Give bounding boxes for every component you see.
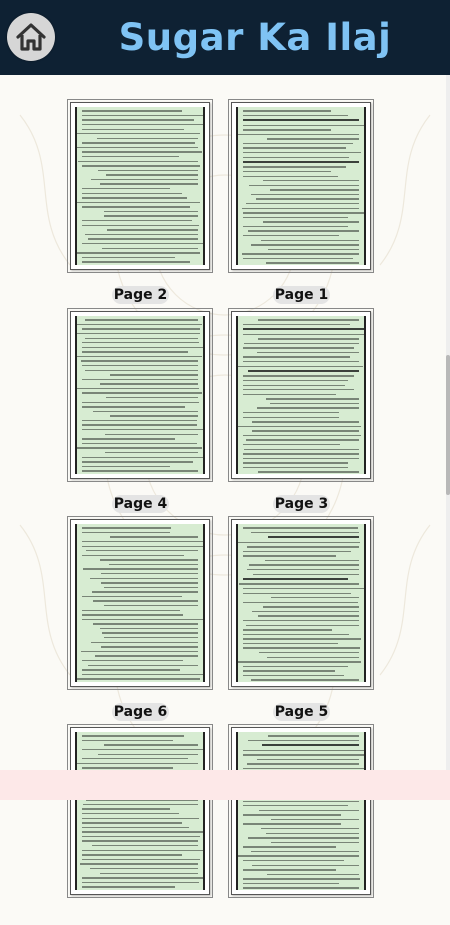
page-text-line	[247, 763, 359, 764]
page-text-line	[82, 758, 188, 759]
page-text-line	[85, 370, 198, 371]
page-card-1[interactable]	[231, 102, 371, 303]
page-text-line	[270, 403, 359, 404]
page-text-line	[82, 110, 182, 111]
page-text-line	[92, 591, 198, 592]
page-label[interactable]: Page 6	[113, 704, 168, 720]
page-label[interactable]: Page 3	[274, 496, 329, 512]
page-text-line	[81, 651, 198, 652]
page-text-line	[242, 208, 359, 209]
page-text-line	[82, 546, 205, 547]
page-text-line	[243, 883, 339, 884]
page-text-line	[252, 611, 359, 612]
page-text-line	[82, 197, 187, 198]
page-text-line	[243, 157, 349, 158]
page-text-line	[259, 652, 359, 653]
page-card-8[interactable]	[70, 727, 210, 925]
page-text-line	[98, 754, 198, 755]
page-text-line	[243, 814, 341, 815]
page-text-line	[258, 471, 359, 472]
page-text-line	[258, 338, 359, 339]
page-text-line	[82, 596, 182, 597]
page-text-line	[262, 744, 359, 746]
page-text-line	[100, 628, 198, 629]
page-text-line	[82, 220, 192, 221]
page-text-line	[82, 840, 198, 841]
page-text-line	[265, 560, 360, 561]
page-card-7[interactable]	[231, 727, 371, 925]
page-text-line	[246, 439, 359, 440]
page-text-line	[100, 383, 198, 384]
page-text-line	[238, 366, 363, 367]
page-text-line	[243, 129, 331, 130]
page-text-line	[92, 845, 198, 846]
page-text-line	[243, 638, 361, 639]
page-text-line	[82, 402, 199, 403]
page-text-line	[82, 347, 203, 348]
page-text-line	[251, 244, 359, 245]
page-text-line	[100, 183, 198, 184]
page-text-line	[82, 188, 170, 189]
page-text-line	[238, 426, 361, 427]
page-text-line	[82, 429, 203, 430]
page-text-line	[82, 193, 182, 194]
page-text-line	[243, 588, 364, 589]
page-text-line	[80, 863, 198, 864]
page-text-line	[243, 555, 336, 556]
page-text-line	[86, 550, 198, 551]
page-text-line	[82, 610, 180, 611]
page-text-line	[82, 882, 199, 883]
page-text-line	[257, 352, 359, 353]
page-text-line	[82, 420, 197, 421]
page-text-line	[263, 221, 359, 222]
page-text-line	[238, 855, 359, 856]
page-grid	[0, 75, 450, 770]
page-text-line	[82, 457, 204, 458]
page-text-line	[243, 634, 349, 635]
page-text-line	[82, 740, 173, 741]
page-text-line	[82, 735, 184, 736]
page-text-line	[261, 828, 359, 829]
home-button[interactable]	[7, 13, 55, 61]
page-text-line	[252, 421, 359, 422]
page-text-line	[83, 804, 198, 805]
page-text-line	[243, 119, 359, 121]
page-text-line	[82, 156, 179, 157]
page-text-line	[82, 225, 199, 226]
page-text-line	[243, 226, 348, 227]
page-text-line	[243, 578, 348, 580]
page-text-line	[82, 406, 185, 407]
page-text-line	[88, 665, 198, 666]
page-text-line	[246, 625, 359, 626]
page-text-line	[82, 859, 200, 860]
page-text-line	[95, 655, 198, 656]
page-text-line	[104, 215, 199, 216]
page-text-line	[243, 887, 359, 888]
page-text-line	[98, 170, 198, 171]
page-text-line	[243, 324, 350, 325]
page-text-line	[247, 569, 359, 570]
page-text-line	[82, 243, 205, 244]
page-text-line	[243, 435, 361, 436]
page-text-line	[82, 660, 183, 661]
page-text-line	[82, 424, 197, 425]
page-text-line	[82, 850, 203, 851]
page-text-line	[243, 750, 365, 751]
page-text-line	[243, 235, 339, 236]
page-text-line	[82, 328, 200, 329]
page-text-line	[243, 846, 336, 847]
page-text-line	[243, 375, 354, 376]
page-text-line	[82, 443, 197, 444]
page-text-line	[238, 542, 360, 543]
scrollbar[interactable]	[446, 75, 450, 770]
page-text-line	[243, 629, 332, 630]
page-text-line	[110, 536, 198, 537]
page-text-line	[243, 602, 358, 603]
page-text-line	[106, 174, 198, 175]
page-text-line	[82, 124, 205, 125]
page-text-line	[243, 805, 348, 806]
page-text-line	[83, 568, 198, 569]
page-text-line	[82, 532, 170, 533]
page-text-line	[77, 133, 200, 134]
page-text-line	[107, 229, 198, 230]
page-text-line	[77, 202, 200, 203]
page-text-line	[243, 212, 366, 213]
page-text-line	[82, 438, 175, 439]
page-text-line	[97, 138, 198, 139]
page-text-line	[82, 813, 179, 814]
page-text-line	[244, 343, 359, 344]
page-text-line	[268, 249, 359, 250]
page-text-line	[85, 234, 198, 235]
page-text-line	[85, 319, 198, 320]
page-text-line	[82, 261, 190, 262]
page-text-line	[270, 189, 359, 190]
page-text-line	[249, 185, 359, 186]
page-text-line	[249, 564, 359, 565]
page-text-line	[82, 461, 193, 462]
page-text-line	[243, 143, 353, 144]
page-text-line	[251, 851, 359, 852]
page-text-line	[81, 360, 198, 361]
page-text-line	[82, 342, 199, 343]
page-text-line	[93, 623, 198, 624]
page-text-line	[267, 657, 359, 658]
page-text-line	[82, 151, 202, 152]
page-text-line	[256, 198, 359, 199]
page-text-line	[243, 115, 348, 116]
page-text-line	[77, 356, 202, 357]
page-text-line	[243, 551, 351, 552]
page-text-line	[251, 194, 359, 195]
page-text-line	[82, 854, 182, 855]
page-text-line	[243, 394, 336, 395]
page-text-line	[271, 819, 359, 820]
page-text-line	[243, 217, 348, 218]
page-text-line	[82, 466, 170, 467]
page-text-line	[102, 248, 198, 249]
page-text-line	[258, 319, 359, 320]
bottom-banner	[0, 770, 450, 800]
page-text-line	[85, 338, 198, 339]
page-text-line	[109, 564, 198, 565]
page-text-line	[271, 842, 359, 843]
page-text-line	[266, 262, 359, 263]
page-text-line	[91, 179, 198, 180]
page-thumbnail[interactable]	[70, 102, 210, 270]
page-text-line	[105, 452, 198, 453]
page-text-line	[77, 333, 200, 334]
app-title: Sugar Ka Ilaj	[118, 16, 392, 59]
page-card-4[interactable]	[70, 311, 210, 512]
page-thumbnail[interactable]	[70, 311, 210, 479]
page-text-line	[90, 868, 198, 869]
page-text-line	[91, 642, 198, 643]
page-thumbnail[interactable]	[70, 519, 210, 687]
page-text-line	[93, 600, 198, 601]
page-thumbnail[interactable]	[231, 519, 371, 687]
page-text-line	[77, 763, 198, 764]
page-text-line	[104, 637, 199, 638]
page-text-line	[104, 211, 199, 212]
page-text-line	[248, 740, 359, 741]
page-text-line	[257, 407, 359, 408]
page-text-line	[110, 415, 198, 416]
page-text-line	[266, 398, 359, 399]
page-text-line	[82, 129, 184, 130]
page-text-line	[82, 351, 188, 352]
page-text-line	[243, 412, 339, 413]
page-text-line	[259, 810, 359, 811]
page-text-line	[101, 573, 198, 574]
page-text-line	[243, 801, 359, 802]
page-text-line	[243, 110, 331, 111]
page-thumbnail[interactable]	[70, 727, 210, 895]
page-text-line	[82, 822, 182, 823]
page-text-line	[243, 328, 365, 330]
page-text-line	[82, 165, 200, 166]
page-text-line	[247, 546, 359, 547]
page-label[interactable]: Page 1	[274, 287, 329, 303]
page-text-line	[90, 578, 198, 579]
page-text-line	[82, 379, 198, 380]
page-text-line	[243, 356, 350, 357]
page-text-line	[243, 453, 359, 454]
page-text-line	[242, 253, 359, 254]
page-text-line	[258, 615, 359, 616]
page-text-line	[82, 470, 198, 471]
page-text-line	[77, 147, 198, 148]
page-text-line	[243, 166, 346, 167]
page-text-line	[77, 388, 199, 389]
page-text-line	[243, 869, 336, 870]
page-text-line	[77, 324, 202, 325]
page-text-line	[251, 679, 359, 680]
page-text-line	[267, 138, 359, 139]
page-text-line	[243, 467, 348, 468]
page-text-line	[243, 385, 345, 386]
page-text-line	[243, 527, 358, 528]
page-text-line	[238, 661, 361, 662]
page-text-line	[82, 886, 175, 887]
page-text-line	[248, 230, 359, 231]
page-text-line	[77, 447, 202, 448]
page-text-line	[105, 434, 198, 435]
page-text-line	[77, 678, 200, 679]
page-text-line	[243, 258, 353, 259]
page-text-line	[82, 836, 200, 837]
page-text-line	[268, 536, 359, 538]
page-text-line	[77, 252, 200, 253]
page-text-line	[104, 587, 199, 588]
home-icon	[14, 21, 48, 53]
page-text-line	[82, 206, 190, 207]
page-card-6[interactable]	[70, 519, 210, 720]
page-text-line	[82, 119, 194, 120]
page-text-line	[252, 865, 359, 866]
page-text-line	[82, 669, 180, 670]
page-text-line	[243, 152, 361, 153]
page-text-line	[78, 161, 198, 162]
page-text-line	[82, 749, 204, 750]
page-text-line	[82, 365, 198, 366]
page-text-line	[244, 449, 359, 450]
page-text-line	[106, 397, 198, 398]
page-text-line	[93, 411, 198, 412]
page-text-line	[82, 818, 199, 819]
page-text-line	[243, 675, 344, 676]
page-text-line	[82, 619, 205, 620]
page-text-line	[100, 873, 198, 874]
page-text-line	[243, 643, 338, 644]
page-text-line	[101, 646, 198, 647]
page-text-line	[82, 257, 175, 258]
page-text-line	[268, 735, 359, 736]
page-text-line	[243, 823, 341, 824]
page-text-line	[82, 392, 202, 393]
page-label[interactable]: Page 2	[113, 287, 168, 303]
page-text-line	[243, 125, 366, 126]
page-text-line	[110, 374, 198, 375]
page-text-line	[243, 444, 340, 445]
page-text-line	[243, 389, 354, 390]
page-text-line	[243, 462, 348, 463]
page-thumbnail[interactable]	[231, 727, 371, 895]
page-text-line	[82, 115, 205, 116]
page-text-line	[243, 458, 359, 459]
page-text-line	[266, 833, 359, 834]
page-text-line	[82, 614, 183, 615]
page-text-line	[243, 670, 335, 671]
page-text-line	[243, 417, 339, 418]
page-card-2[interactable]	[70, 102, 210, 303]
page-card-3[interactable]	[231, 311, 371, 512]
page-label[interactable]: Page 5	[274, 704, 329, 720]
page-text-line	[82, 808, 170, 809]
page-text-line	[271, 597, 359, 598]
page-text-line	[243, 380, 348, 381]
page-text-line	[243, 878, 360, 879]
page-text-line	[243, 620, 359, 621]
page-label[interactable]: Page 4	[113, 496, 168, 512]
page-text-line	[82, 142, 195, 143]
page-text-line	[102, 632, 198, 633]
page-text-line	[243, 361, 359, 362]
page-text-line	[243, 334, 366, 335]
page-card-5[interactable]	[231, 519, 371, 720]
page-text-line	[238, 134, 359, 135]
page-text-line	[104, 605, 199, 606]
page-text-line	[252, 430, 359, 431]
page-text-line	[82, 674, 204, 675]
page-text-line	[82, 527, 171, 528]
page-text-line	[261, 240, 359, 241]
page-text-line	[243, 860, 344, 861]
page-text-line	[243, 171, 331, 172]
page-text-line	[248, 837, 359, 838]
page-text-line	[263, 180, 359, 181]
page-text-line	[257, 759, 359, 760]
app-header	[0, 0, 450, 75]
page-text-line	[82, 827, 189, 828]
page-text-line	[243, 666, 348, 667]
page-text-line	[253, 574, 359, 575]
page-text-line	[243, 147, 346, 148]
page-text-line	[239, 583, 359, 584]
page-text-line	[82, 831, 204, 832]
page-text-line	[263, 606, 359, 607]
page-text-line	[82, 541, 205, 542]
page-thumbnail[interactable]	[231, 102, 371, 270]
page-text-line	[104, 744, 199, 745]
page-text-line	[82, 877, 205, 878]
page-text-line	[82, 767, 173, 768]
page-text-line	[243, 161, 359, 163]
page-text-line	[88, 238, 198, 239]
scrollbar-thumb[interactable]	[446, 355, 450, 495]
page-text-line	[243, 593, 351, 594]
page-text-line	[251, 532, 359, 533]
page-text-line	[100, 559, 198, 560]
page-text-line	[267, 874, 359, 875]
page-text-line	[246, 203, 359, 204]
page-thumbnail[interactable]	[231, 311, 371, 479]
page-text-line	[243, 754, 366, 755]
page-text-line	[101, 582, 198, 583]
page-text-line	[243, 176, 338, 177]
page-text-line	[243, 347, 354, 348]
page-text-line	[82, 555, 184, 556]
page-text-line	[243, 647, 360, 648]
page-text-line	[248, 370, 359, 372]
